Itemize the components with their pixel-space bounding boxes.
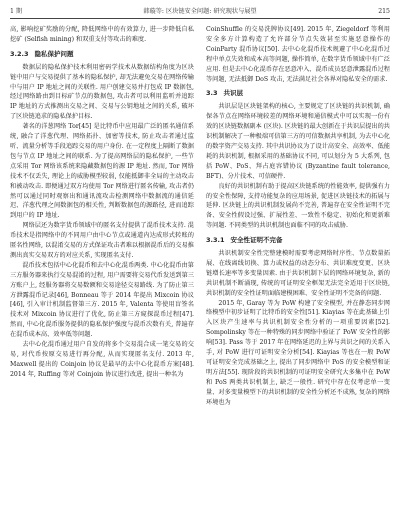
section-title: 隐私保护问题	[34, 49, 74, 58]
running-header	[10, 6, 390, 19]
body-paragraph: 网络层还为数字货币领域中的匿名支付提供了混币技术支持. 混币技术是指网络中的不同用户由中心节点或通道内达成形式转账的匿名性网络, 以混淆交易的方式保证攻击者难以根据混币后的交易推测出真实交易双方的对应关系, 实现匿名支付.	[10, 222, 194, 259]
section-number: 3.3	[206, 89, 218, 98]
body-paragraph: 著名的洋葱网络 Tor[45] 是比特币中应用最广泛的匿名通信系统, 融合了洋葱代理、网络拓扑、加密等技术, 防止攻击者通过监听、流量分析等手段追踪交易的用户身份. 在一定程度上隔断了数据包与节点 IP 地址之间的联系. 为了提高网络层的隐私保护, 一些节点采用 Tor 网络该系统来隐藏数据包的源 IP 地址. 然而, Tor 网络技术不仅丢失, 理论上的威胁模型较弱, 仅能抵御非全局的主动攻击和被动攻击. 即便通过双方均使用 Tor 网络进行匿名传输, 攻击者仍然可以通过同时观察出和通讯流攻击检测网络中数据流的通信延迟、洋葱代理之间数据包的相关性, 判断数据包的源路径, 进而追踪到用户的 IP 地址.	[10, 123, 194, 220]
body-paragraph: 共识机制安全性完整建模时需要考虑网络时序性、节点数量拓展、在线离线切换、算力或权益的动态分布、共识难度变更、区块链增长速率等多变量因素. 由于共识机制下层的网络环境复杂, 新的共识机制不断涌现, 传统的可证明安全框架无法完全适用于区块链, 共识机制的安全性证明面临建模困难、安全性证明不完备的问题.	[206, 250, 390, 297]
body-paragraph: 共识层是区块链架构的核心, 主要规定了区块链的共识机制, 确保各节点在网络环境较差的网络环境和通信模式中可以实现一份有效的区块链数据副本 (区块). 区块链的最大创新在于共识层提出的共识机制解决了一种极端可信第三方的可信数据共享机制, 为去中心化的数字资产交易支持. 其中共识协议为了设计高安全、高效率、低能耗的共识机制, 根据采用的基础协议不同, 可以划分为 5 大系列, 包括 PoW、PoS、拜占庭容错协议 (Byzantine fault tolerance, BFT)、分片技术、可信硬件.	[206, 103, 390, 180]
running-title: 韩璇等: 区块链安全问题: 研究现状与展望	[143, 8, 257, 15]
page-number: 215	[378, 8, 390, 15]
body-paragraph: 高, 影响挖矿奖励的分配, 降低网络中的有效算力, 进一步降低自私挖矿 (Selfish mining) 和双重支付等攻击的难度.	[10, 26, 194, 43]
body-paragraph: 2015 年, Garay 等为 PoW 构建了安全模型, 并在静态同步网络模型中初步证明了比特币的安全性[51]. Kiayias 等在此基础上引入区块产生速率与共识机制安全性分析的一项重要因素[52]. Sompolinsky 等在一种特殊的同步网络中验证了 PoW 安全性的影响[53]. Pass 等于 2017 年在网络延迟的上界与共识之间的关系入手, 对 PoW 进行可证明安全分析[54]. Kiayias 等也在一般 PoW 可证明安全完成基础之上, 提出了同步网络中 PoS 的安全模型和证明方法[55]. 现阶段的共识机制的可证明安全研究大多集中在 PoW 和 PoS 两类共识机制上, 缺乏一般性. 研究中存在仅考虑单一变量、对多变量模型下的共识机制的安全性分析还不成熟, 复杂的网络环境也为	[206, 299, 390, 406]
body-paragraph: 去中心化混币通过用户自发的将多个交易混合成一笔交易的交易, 对代币按原交易进行再分配, 从而实现匿名支付. 2013 年, Maxwell 提出的 Coinjoin 协议是最早的去中心化混币方案[48]. 2014 年, Ruffing 等对 Coinjoin 协议进行改进, 提出一种名为	[10, 341, 194, 378]
section-number: 3.3.1	[206, 236, 225, 245]
section-number: 3.2.3	[10, 49, 29, 58]
left-text-column	[10, 25, 194, 515]
section-heading	[206, 236, 390, 246]
section-heading	[206, 89, 390, 99]
body-paragraph: 良好的共识机制有助于提高区块链系统的性能效率, 提供强有力的安全性保障, 支持功能复杂的应用场景, 促进区块链技术的拓展与延伸. 区块链上的共识机制发展尚不完善, 普遍存在安全性证明不完备、安全性假设过强、扩展性差、一致性不稳定、初始化和更新难等问题. 不同类型的共识机制也面临不同的攻击威胁.	[206, 182, 390, 230]
section-heading	[10, 50, 194, 60]
section-title: 安全性证明不完备	[230, 236, 283, 245]
body-paragraph: 数据层的隐私保护技术利用密码学技术从数据结构角度为区块链中用户与交易提供了基本的隐私保护, 却无法避免交易在网络传输中与用户 IP 地址之间的关联性. 用户创建交易并打包成 IP 数据包, 经过网络路由到目标矿节点的数据包, 攻击者可以利用监听并追踪 IP 地址的方式推测出交易之间、交易与公钥地址之间的关系, 破坏了区块链追求的隐私保护目标.	[10, 63, 194, 121]
right-text-column	[206, 25, 390, 515]
section-title: 共识层	[223, 89, 244, 98]
body-paragraph: 混币技术包括中心化混币和去中心化混币两类. 中心化混币由第三方服务器来执行交易混淆的过程, 用户需要将交易代币发送到第三方账户上, 经服务器将交易数额和交易途径交易路线. 为了防止第三方泄露混币记录[46], Bonneau 等于 2014 年提出 Mixcoin 协议[46], 引入审计机制监督第三方. 2015 年, Valenta 等使用盲签名技术对 Mixcoin 协议进行了优化, 防止第三方窥探混币过程[47]. 然而, 中心化混币服务提供的隐私保护强度与混币次数有关, 普遍存在混币成本高、效率低等问题.	[10, 261, 194, 339]
issue-label: 1 期	[10, 8, 23, 15]
body-paragraph: CoinShuffle 的交易洗牌协议[49]. 2015 年, Ziegeldorf 等利用安全多方计算构造了允许部分节点失效甚至实施恶意操作的 CoinParty 混币协议[50]. 去中心化混币技术规避了中心化混币过程中单点失效和成本高等问题, 操作简单, 在数字货币领域中有广泛应用. 但是去中心化混币存在恶意冲入、混币成员恶意泄露混币过程等问题, 无法抵御 DoS 攻击, 无法满足社会各界对隐私安全的需求.	[206, 26, 390, 83]
